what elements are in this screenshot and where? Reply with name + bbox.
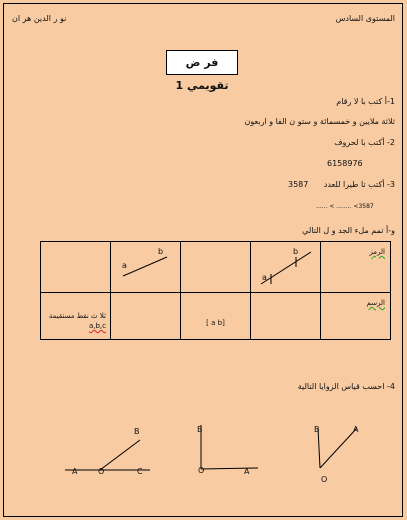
angle1-point-a: A xyxy=(72,467,78,476)
table-cell[interactable] xyxy=(41,242,111,293)
question-1-text: ثلاثة ملايين و خمسمائة و ستو ن الفا و اربعون xyxy=(244,117,395,126)
level-label: المستوى السادس xyxy=(335,14,395,23)
table-instruction: و-أ تمم ملء الجد و ل التالي xyxy=(302,226,395,235)
table-cell-segment xyxy=(181,293,251,340)
question-2: 2- أكتب با لحروف xyxy=(334,138,395,147)
school-label: نو ر الدين هر ان xyxy=(12,14,67,23)
points-description: ثلا ث نقط مستقيمة xyxy=(48,312,106,320)
angle1-point-b: B xyxy=(134,427,140,436)
framing-line: ...... < ........ <3587 xyxy=(316,203,374,210)
table-cell-figure-2 xyxy=(251,242,321,293)
table-cell[interactable] xyxy=(181,242,251,293)
segment-notation: [ a b] xyxy=(206,319,225,327)
table-row-label-cell xyxy=(321,242,391,293)
angle2-point-b: B xyxy=(197,425,203,434)
fig2-point-a: a xyxy=(262,273,267,282)
row-label-symbol: الرمز xyxy=(369,248,385,256)
symbols-table xyxy=(40,241,391,340)
fig1-point-b: b xyxy=(158,247,164,256)
fig1-point-a: a xyxy=(122,261,127,270)
angle2-point-o: O xyxy=(198,466,205,475)
angle2-point-a: A xyxy=(244,467,250,476)
fig2-point-b: b xyxy=(293,247,299,256)
question-1: 1-أ كتب با لا رقام xyxy=(336,97,395,106)
angle3-point-o: O xyxy=(321,475,328,484)
question-3: 3- أكتب تا طيرا للعدد xyxy=(323,180,395,189)
points-names: a,b,c xyxy=(88,322,106,330)
question-3-number: 3587 xyxy=(288,180,309,189)
angle1-point-o: O xyxy=(98,467,105,476)
exam-title: فر ض تقويمي 1 xyxy=(166,50,238,75)
table-cell[interactable] xyxy=(251,293,321,340)
table-cell-points xyxy=(41,293,111,340)
angle1-point-c: C xyxy=(137,467,143,476)
table-row-label-cell xyxy=(321,293,391,340)
angle3-point-b: B xyxy=(314,425,320,434)
row-label-drawing: الرسم xyxy=(366,299,385,307)
question-2-number: 6158976 xyxy=(327,159,363,168)
table-cell-figure-1 xyxy=(111,242,181,293)
question-4: 4- احسب قياس الزوايا التالية xyxy=(297,382,395,391)
angle3-point-a: A xyxy=(353,425,359,434)
table-cell[interactable] xyxy=(111,293,181,340)
angles-figure xyxy=(0,400,407,520)
